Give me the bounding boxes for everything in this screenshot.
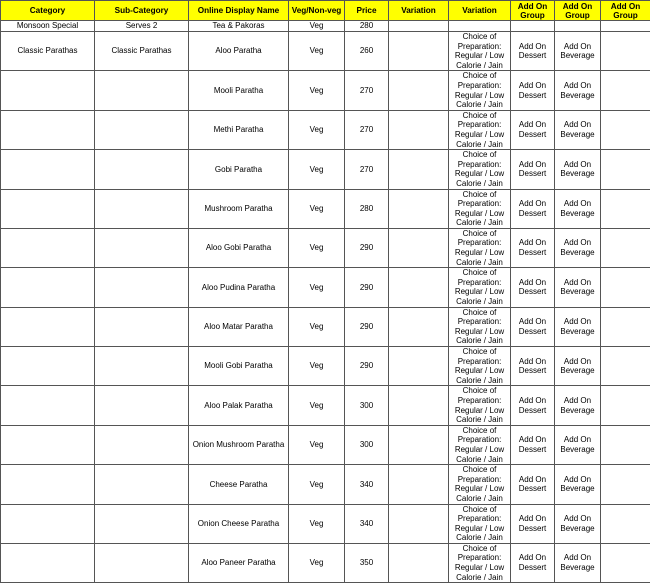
table-row: [1, 268, 650, 307]
cell-veg-nonveg: Veg: [289, 543, 345, 582]
cell-addon-group-2: Add On Beverage: [555, 32, 601, 71]
cell-addon-group-3: [601, 465, 650, 504]
cell-variation-2: Choice of Preparation: Regular / Low Calorie / Jain: [449, 386, 511, 425]
cell-sub-category: [95, 228, 189, 267]
cell-category: [1, 71, 95, 110]
cell-display-name: Aloo Matar Paratha: [189, 307, 289, 346]
cell-price: 350: [345, 543, 389, 582]
cell-variation-1: [389, 268, 449, 307]
table-row: [1, 504, 650, 543]
cell-veg-nonveg: Veg: [289, 189, 345, 228]
cell-variation-1: [389, 71, 449, 110]
cell-display-name: Onion Mushroom Paratha: [189, 425, 289, 464]
cell-price: 270: [345, 150, 389, 189]
cell-sub-category: [95, 150, 189, 189]
cell-variation-2: Choice of Preparation: Regular / Low Calorie / Jain: [449, 543, 511, 582]
cell-addon-group-3: [601, 228, 650, 267]
cell-category: [1, 543, 95, 582]
cell-veg-nonveg: Veg: [289, 21, 345, 32]
cell-addon-group-3: [601, 150, 650, 189]
cell-addon-group-2: Add On Beverage: [555, 150, 601, 189]
cell-variation-1: [389, 150, 449, 189]
cell-sub-category: [95, 543, 189, 582]
cell-addon-group-3: [601, 307, 650, 346]
cell-sub-category: [95, 386, 189, 425]
cell-addon-group-1: Add On Dessert: [511, 543, 555, 582]
cell-display-name: Mooli Paratha: [189, 71, 289, 110]
cell-addon-group-1: [511, 21, 555, 32]
cell-variation-1: [389, 307, 449, 346]
table-row: [1, 189, 650, 228]
cell-category: [1, 110, 95, 149]
menu-table-body: [1, 21, 650, 583]
cell-display-name: Tea & Pakoras: [189, 21, 289, 32]
cell-price: 290: [345, 307, 389, 346]
cell-category: [1, 150, 95, 189]
cell-display-name: Aloo Paneer Paratha: [189, 543, 289, 582]
table-row: [1, 32, 650, 71]
cell-veg-nonveg: Veg: [289, 465, 345, 504]
header-price: Price: [345, 1, 389, 21]
cell-variation-2: Choice of Preparation: Regular / Low Calorie / Jain: [449, 347, 511, 386]
cell-addon-group-3: [601, 268, 650, 307]
cell-addon-group-1: Add On Dessert: [511, 32, 555, 71]
cell-veg-nonveg: Veg: [289, 32, 345, 71]
table-row: [1, 347, 650, 386]
cell-category: [1, 386, 95, 425]
cell-addon-group-3: [601, 386, 650, 425]
table-row: [1, 386, 650, 425]
header-row: [1, 1, 650, 21]
cell-addon-group-3: [601, 71, 650, 110]
cell-variation-2: Choice of Preparation: Regular / Low Calorie / Jain: [449, 71, 511, 110]
cell-veg-nonveg: Veg: [289, 110, 345, 149]
cell-display-name: Aloo Paratha: [189, 32, 289, 71]
header-addon-group-1: Add On Group: [511, 1, 555, 21]
cell-sub-category: [95, 268, 189, 307]
table-row: [1, 228, 650, 267]
cell-variation-2: Choice of Preparation: Regular / Low Calorie / Jain: [449, 504, 511, 543]
cell-variation-1: [389, 425, 449, 464]
cell-addon-group-2: Add On Beverage: [555, 307, 601, 346]
cell-variation-1: [389, 347, 449, 386]
cell-variation-1: [389, 465, 449, 504]
cell-addon-group-3: [601, 425, 650, 464]
cell-addon-group-2: Add On Beverage: [555, 71, 601, 110]
table-row: [1, 150, 650, 189]
cell-category: [1, 228, 95, 267]
cell-addon-group-3: [601, 110, 650, 149]
cell-variation-2: Choice of Preparation: Regular / Low Calorie / Jain: [449, 32, 511, 71]
header-variation-1: Variation: [389, 1, 449, 21]
table-row: [1, 21, 650, 32]
cell-addon-group-2: Add On Beverage: [555, 465, 601, 504]
table-row: [1, 465, 650, 504]
cell-addon-group-1: Add On Dessert: [511, 189, 555, 228]
table-row: [1, 307, 650, 346]
cell-addon-group-1: Add On Dessert: [511, 268, 555, 307]
cell-variation-1: [389, 189, 449, 228]
cell-addon-group-2: Add On Beverage: [555, 504, 601, 543]
cell-addon-group-1: Add On Dessert: [511, 228, 555, 267]
cell-veg-nonveg: Veg: [289, 268, 345, 307]
cell-addon-group-1: Add On Dessert: [511, 386, 555, 425]
cell-price: 260: [345, 32, 389, 71]
cell-addon-group-1: Add On Dessert: [511, 465, 555, 504]
cell-addon-group-1: Add On Dessert: [511, 71, 555, 110]
cell-sub-category: [95, 465, 189, 504]
cell-addon-group-2: Add On Beverage: [555, 189, 601, 228]
cell-price: 340: [345, 504, 389, 543]
cell-veg-nonveg: Veg: [289, 228, 345, 267]
cell-sub-category: [95, 347, 189, 386]
cell-category: [1, 504, 95, 543]
cell-variation-2: Choice of Preparation: Regular / Low Calorie / Jain: [449, 268, 511, 307]
cell-price: 290: [345, 347, 389, 386]
cell-addon-group-2: Add On Beverage: [555, 386, 601, 425]
cell-price: 270: [345, 71, 389, 110]
cell-veg-nonveg: Veg: [289, 307, 345, 346]
cell-variation-1: [389, 110, 449, 149]
cell-veg-nonveg: Veg: [289, 71, 345, 110]
cell-sub-category: [95, 307, 189, 346]
cell-variation-2: Choice of Preparation: Regular / Low Calorie / Jain: [449, 307, 511, 346]
cell-veg-nonveg: Veg: [289, 386, 345, 425]
cell-addon-group-1: Add On Dessert: [511, 110, 555, 149]
cell-display-name: Aloo Palak Paratha: [189, 386, 289, 425]
cell-addon-group-3: [601, 504, 650, 543]
cell-variation-1: [389, 21, 449, 32]
cell-addon-group-3: [601, 347, 650, 386]
cell-price: 300: [345, 386, 389, 425]
cell-addon-group-3: [601, 21, 650, 32]
header-veg-nonveg: Veg/Non-veg: [289, 1, 345, 21]
table-row: [1, 425, 650, 464]
cell-addon-group-2: Add On Beverage: [555, 268, 601, 307]
cell-category: [1, 347, 95, 386]
cell-addon-group-2: Add On Beverage: [555, 110, 601, 149]
cell-display-name: Onion Cheese Paratha: [189, 504, 289, 543]
cell-price: 290: [345, 228, 389, 267]
cell-variation-1: [389, 543, 449, 582]
header-online-display-name: Online Display Name: [189, 1, 289, 21]
cell-display-name: Aloo Pudina Paratha: [189, 268, 289, 307]
cell-variation-1: [389, 228, 449, 267]
cell-sub-category: [95, 504, 189, 543]
cell-sub-category: Serves 2: [95, 21, 189, 32]
cell-category: Monsoon Special: [1, 21, 95, 32]
header-sub-category: Sub-Category: [95, 1, 189, 21]
cell-display-name: Aloo Gobi Paratha: [189, 228, 289, 267]
cell-category: [1, 465, 95, 504]
cell-addon-group-1: Add On Dessert: [511, 425, 555, 464]
cell-sub-category: [95, 189, 189, 228]
cell-category: [1, 189, 95, 228]
cell-veg-nonveg: Veg: [289, 347, 345, 386]
cell-addon-group-2: Add On Beverage: [555, 543, 601, 582]
cell-veg-nonveg: Veg: [289, 425, 345, 464]
cell-addon-group-1: Add On Dessert: [511, 504, 555, 543]
cell-sub-category: [95, 71, 189, 110]
cell-addon-group-3: [601, 543, 650, 582]
cell-sub-category: Classic Parathas: [95, 32, 189, 71]
cell-display-name: Methi Paratha: [189, 110, 289, 149]
cell-display-name: Gobi Paratha: [189, 150, 289, 189]
cell-price: 340: [345, 465, 389, 504]
cell-addon-group-2: Add On Beverage: [555, 425, 601, 464]
header-addon-group-2: Add On Group: [555, 1, 601, 21]
header-addon-group-3: Add On Group: [601, 1, 650, 21]
table-row: [1, 543, 650, 582]
cell-display-name: Mushroom Paratha: [189, 189, 289, 228]
cell-variation-2: Choice of Preparation: Regular / Low Calorie / Jain: [449, 110, 511, 149]
cell-variation-2: Choice of Preparation: Regular / Low Calorie / Jain: [449, 465, 511, 504]
cell-veg-nonveg: Veg: [289, 504, 345, 543]
cell-sub-category: [95, 425, 189, 464]
cell-price: 280: [345, 189, 389, 228]
cell-category: [1, 425, 95, 464]
cell-addon-group-3: [601, 189, 650, 228]
cell-variation-2: Choice of Preparation: Regular / Low Calorie / Jain: [449, 228, 511, 267]
cell-addon-group-3: [601, 32, 650, 71]
cell-variation-1: [389, 386, 449, 425]
cell-price: 280: [345, 21, 389, 32]
cell-variation-2: [449, 21, 511, 32]
cell-addon-group-2: [555, 21, 601, 32]
cell-veg-nonveg: Veg: [289, 150, 345, 189]
cell-variation-1: [389, 32, 449, 71]
cell-price: 290: [345, 268, 389, 307]
cell-addon-group-1: Add On Dessert: [511, 347, 555, 386]
cell-category: Classic Parathas: [1, 32, 95, 71]
table-row: [1, 71, 650, 110]
cell-variation-2: Choice of Preparation: Regular / Low Calorie / Jain: [449, 150, 511, 189]
cell-variation-1: [389, 504, 449, 543]
cell-addon-group-1: Add On Dessert: [511, 150, 555, 189]
cell-variation-2: Choice of Preparation: Regular / Low Calorie / Jain: [449, 425, 511, 464]
cell-addon-group-2: Add On Beverage: [555, 228, 601, 267]
cell-addon-group-2: Add On Beverage: [555, 347, 601, 386]
cell-category: [1, 268, 95, 307]
cell-addon-group-1: Add On Dessert: [511, 307, 555, 346]
cell-display-name: Mooli Gobi Paratha: [189, 347, 289, 386]
cell-variation-2: Choice of Preparation: Regular / Low Calorie / Jain: [449, 189, 511, 228]
cell-category: [1, 307, 95, 346]
cell-sub-category: [95, 110, 189, 149]
cell-display-name: Cheese Paratha: [189, 465, 289, 504]
header-variation-2: Variation: [449, 1, 511, 21]
table-row: [1, 110, 650, 149]
cell-price: 300: [345, 425, 389, 464]
header-category: Category: [1, 1, 95, 21]
cell-price: 270: [345, 110, 389, 149]
